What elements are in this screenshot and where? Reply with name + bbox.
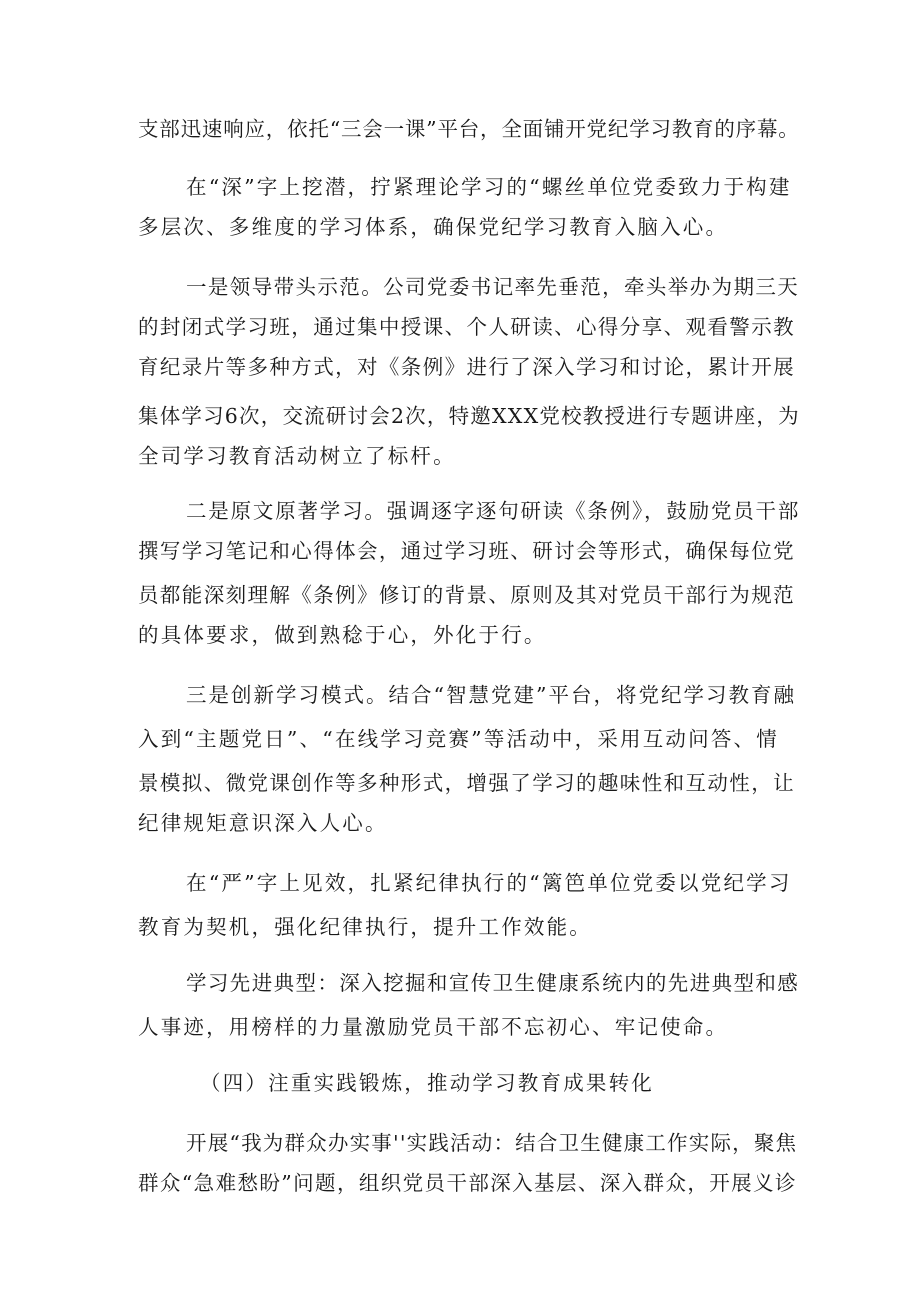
text-line-9: 二是原文原著学习。强调逐字逐句研读《条例》，鼓励党员干部 (186, 499, 801, 523)
text-line-19: 学习先进典型：深入挖掘和宣传卫生健康系统内的先进典型和感 (186, 971, 800, 995)
text-line-8: 全司学习教育活动树立了标杆。 (138, 444, 456, 468)
text-line-11: 员都能深刻理解《条例》修订的背景、原则及其对党员干部行为规范 (138, 583, 795, 607)
text-line-20: 人事迹，用榜样的力量激励党员干部不忘初心、牢记使命。 (138, 1015, 729, 1039)
text-line-18: 教育为契机，强化纪律执行，提升工作效能。 (138, 915, 592, 939)
text-line-17: 在“严”字上见效，扎紧纪律执行的“篱笆单位党委以党纪学习 (186, 871, 792, 895)
text-line-1: 支部迅速响应，依托“三会一课”平台，全面铺开党纪学习教育的序幕。 (138, 117, 800, 141)
text-line-12: 的具体要求，做到熟稔于心，外化于行。 (138, 623, 547, 647)
text-line-23: 群众“急难愁盼”问题，组织党员干部深入基层、深入群众，开展义诊 (138, 1171, 797, 1195)
text-line-22: 开展“我为群众办实事''实践活动：结合卫生健康工作实际，聚焦 (186, 1131, 798, 1155)
text-line-2: 在“深”字上挖潜，拧紧理论学习的“螺丝单位党委致力于构建 (186, 175, 792, 199)
text-line-10: 撰写学习笔记和心得体会，通过学习班、研讨会等形式，确保每位党 (138, 539, 795, 563)
text-line-4: 一是领导带头示范。公司党委书记率先垂范，牵头举办为期三天 (186, 275, 800, 299)
text-line-3: 多层次、多维度的学习体系，确保党纪学习教育入脑入心。 (138, 215, 729, 239)
text-line-6: 育纪录片等多种方式，对《条例》进行了深入学习和讨论，累计开展 (138, 355, 795, 379)
text-line-5: 的封闭式学习班，通过集中授课、个人研读、心得分享、观看警示教 (138, 315, 795, 339)
text-line-7: 集体学习6次，交流研讨会2次，特邀XXX党校教授进行专题讲座，为 (138, 404, 800, 428)
text-line-15: 景模拟、微党课创作等多种形式，增强了学习的趣味性和互动性，让 (138, 771, 795, 795)
text-line-14: 入到“主题党日”、“在线学习竞赛”等活动中，采用互动问答、情 (138, 727, 779, 751)
text-line-13: 三是创新学习模式。结合“智慧党建”平台，将党纪学习教育融 (186, 683, 796, 707)
section-heading: （四）注重实践锻炼，推动学习教育成果转化 (200, 1071, 654, 1095)
text-line-16: 纪律规矩意识深入人心。 (138, 811, 388, 835)
